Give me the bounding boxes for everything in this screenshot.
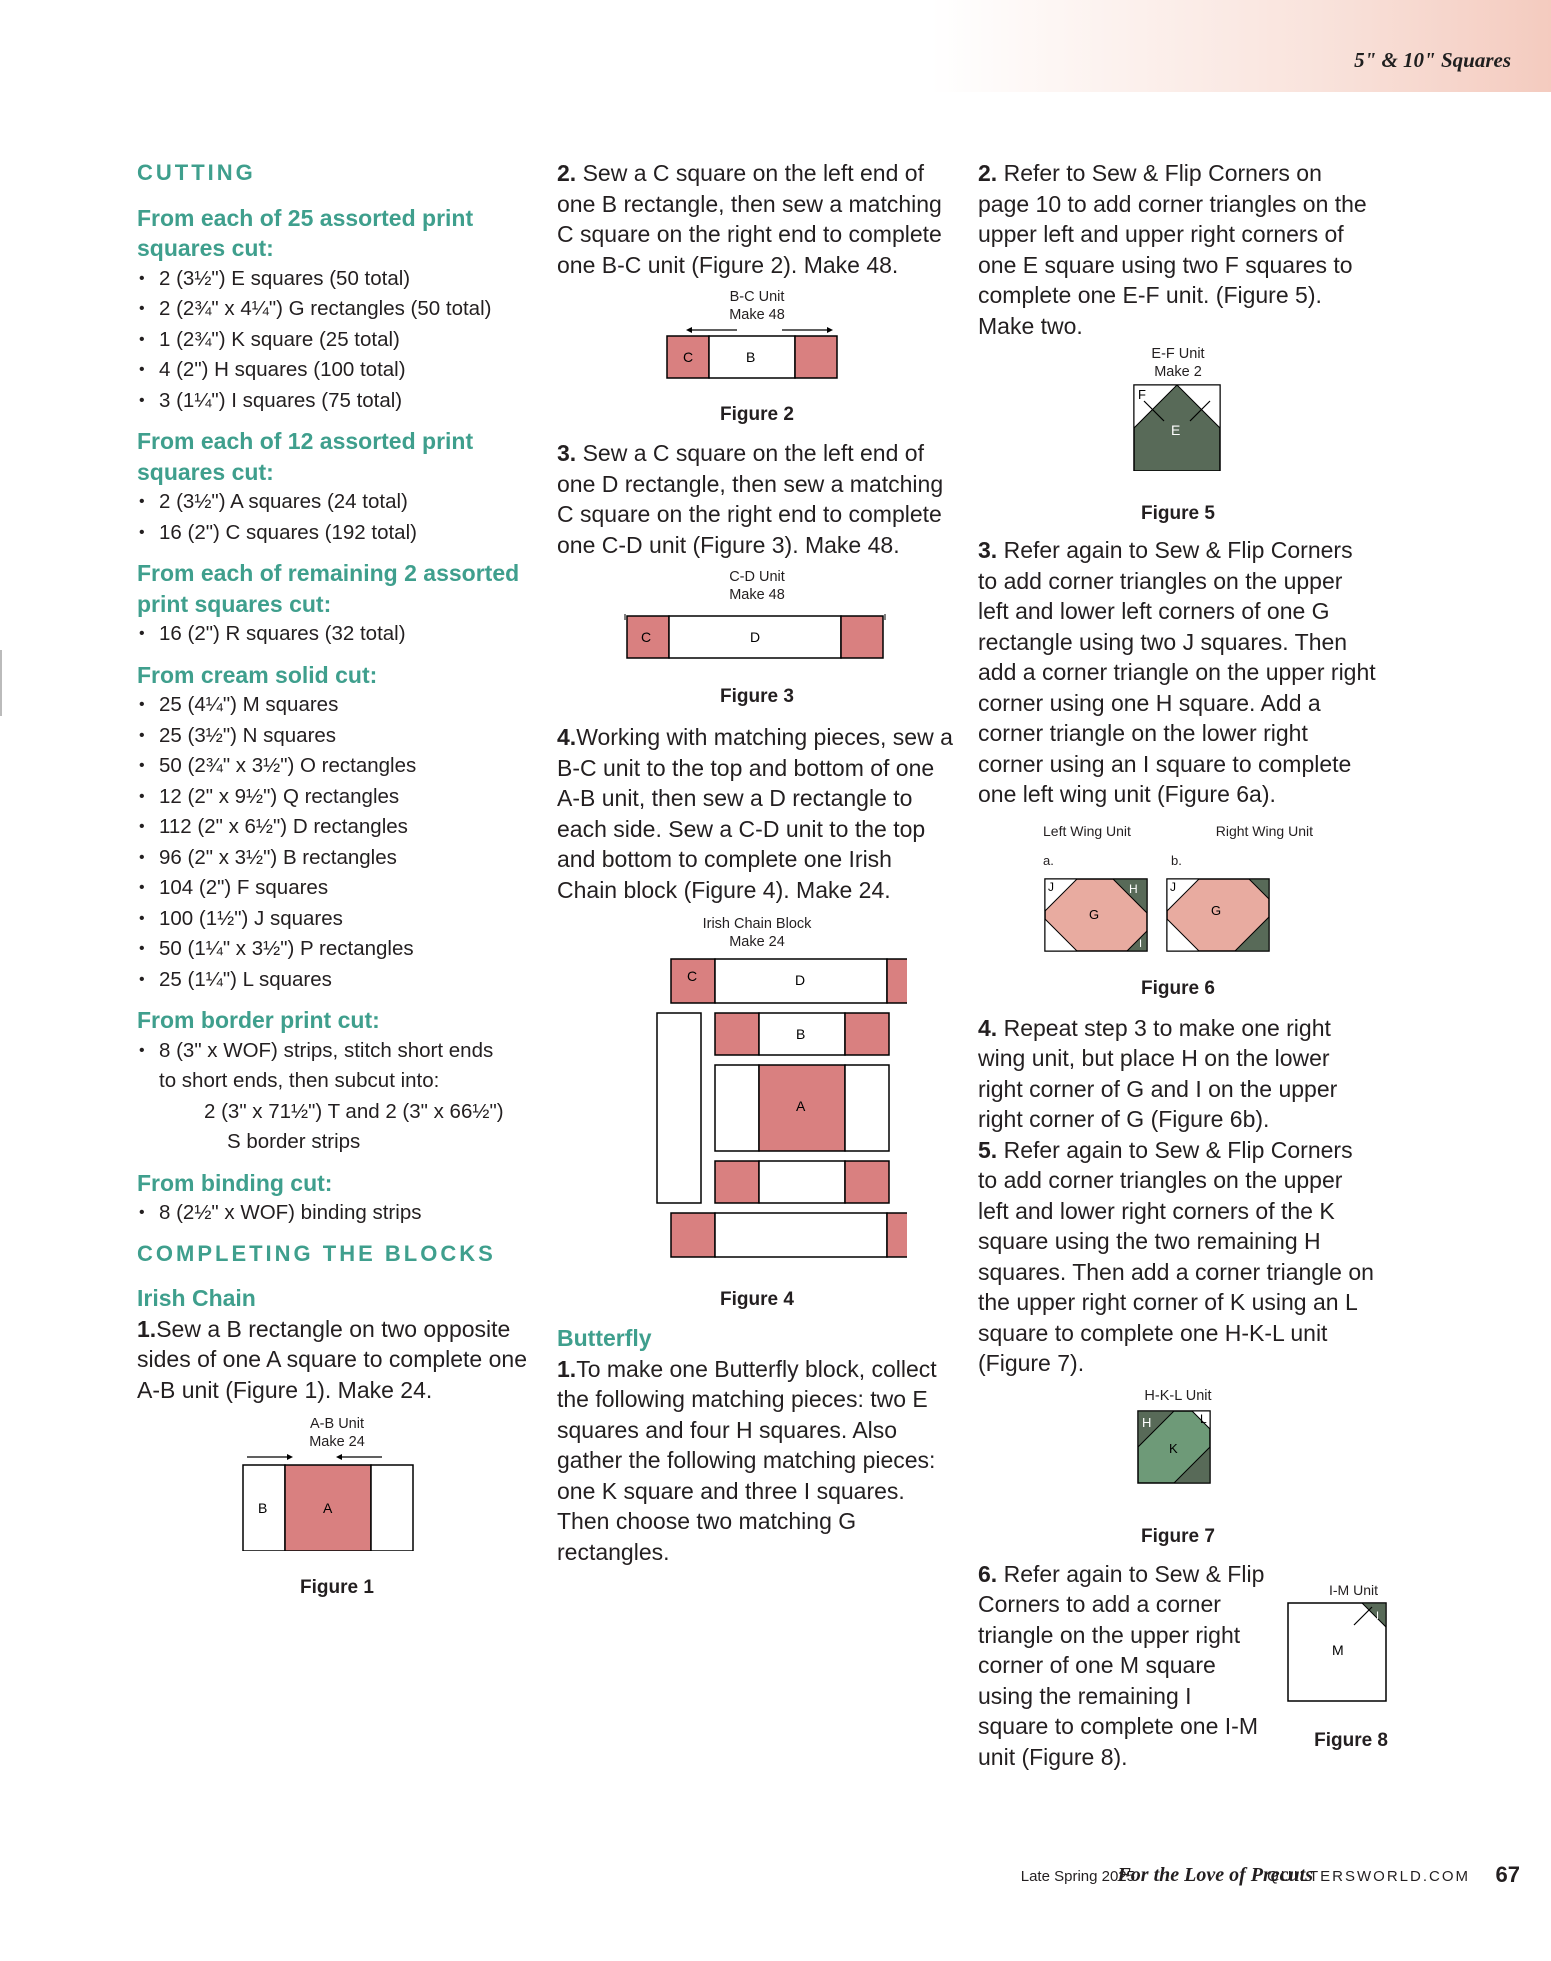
spacer: [903, 1013, 907, 1203]
butterfly-step-2: 2. Refer to Sew & Flip Corners on page 10 to add corner triangles on the upper left and upper right corners of one E square using two F squares to complete one E-F unit. (Figure 5). Make two.: [978, 160, 1367, 339]
piece-b: [845, 1065, 889, 1151]
figure-5-diagram: [1108, 381, 1248, 471]
list-item: • 104 (2") F squares: [137, 873, 537, 904]
figure-make-label: Make 48: [729, 587, 785, 603]
arrow-head: [287, 1454, 293, 1460]
cut-list: [137, 690, 537, 995]
piece-b-right: [371, 1465, 413, 1551]
label-f: F: [1138, 387, 1146, 402]
list-item: • 2 (2¾" x 4¼") G rectangles (50 total): [137, 294, 537, 325]
figure-make-label: Make 48: [729, 307, 785, 323]
label-h: H: [1129, 881, 1138, 896]
piece-c: [715, 1013, 759, 1055]
figure-unit-label: C-D Unit: [729, 569, 785, 585]
list-item: • 8 (2½" x WOF) binding strips: [137, 1198, 537, 1229]
cut-group-title: From border print cut:: [137, 1007, 380, 1033]
label-g: G: [1089, 906, 1100, 922]
list-item: • 16 (2") R squares (32 total): [137, 619, 537, 650]
page-number: 67: [1495, 1862, 1520, 1887]
list-item: • 25 (3½") N squares: [137, 721, 537, 752]
arrow-head: [336, 1454, 342, 1460]
figure-make-label: Make 24: [309, 1434, 365, 1450]
list-item-continuation: to short ends, then subcut into:: [159, 1069, 440, 1092]
piece-c: [845, 1013, 889, 1055]
label-c: C: [683, 349, 694, 365]
section-title: 5" & 10" Squares: [1354, 48, 1511, 72]
label-a: A: [796, 1098, 806, 1114]
list-item: • 8 (3" x WOF) strips, stitch short ends: [137, 1036, 537, 1067]
cut-list: [137, 487, 537, 548]
list-item: • 2 (3½") A squares (24 total): [137, 487, 537, 518]
label-a: a.: [1043, 853, 1054, 868]
left-wing-title: Left Wing Unit: [1043, 822, 1131, 839]
issue-label: Late Spring 2025: [1020, 1868, 1135, 1885]
list-item-continuation: 2 (3" x 71½") T and 2 (3" x 66½"): [204, 1099, 504, 1123]
piece-c: [671, 1213, 715, 1257]
list-item: • 50 (1¼" x 3½") P rectangles: [137, 934, 537, 965]
piece-c-right: [841, 616, 883, 658]
label-b: B: [258, 1500, 268, 1516]
figure-unit-label: H-K-L Unit: [1144, 1387, 1212, 1404]
column-1: [137, 158, 537, 1603]
footer: [800, 1862, 1520, 1892]
cutting-heading: CUTTING: [137, 160, 256, 185]
piece-d-left: [657, 1013, 701, 1203]
label-c: C: [641, 629, 652, 645]
figure-1: [237, 1415, 437, 1603]
figure-caption: Figure 4: [720, 1288, 794, 1310]
cut-group-title: From each of 25 assorted print squares cut:: [137, 204, 474, 261]
piece-c: [845, 1161, 889, 1203]
irish-chain-title: Irish Chain: [137, 1285, 256, 1311]
label-j: J: [1048, 879, 1054, 894]
figure-6: [1043, 816, 1313, 1005]
column-2: [557, 158, 957, 1567]
figure-caption: Figure 5: [1141, 502, 1215, 524]
figure-caption: Figure 3: [720, 685, 794, 707]
piece-c: [887, 1213, 907, 1257]
figure-unit-label: A-B Unit: [310, 1416, 364, 1432]
piece-d: [715, 1213, 887, 1257]
list-item: • 25 (1¼") L squares: [137, 965, 537, 996]
butterfly-title: Butterfly: [557, 1325, 652, 1351]
label-i: I: [1139, 937, 1143, 950]
cut-list: [137, 619, 537, 650]
label-b: B: [796, 1026, 806, 1042]
figure-8-diagram: [1268, 1599, 1388, 1709]
butterfly-step-1: 1.To make one Butterfly block, collect the following matching pieces: two E squares and four H squares. Also gather the following matching pieces: one K square and three I squares. Then choose two matching G rectangles.: [557, 1355, 937, 1565]
step-3: 3. Sew a C square on the left end of one D rectangle, then sew a matching C square on the right end to complete one C-D unit (Figure 3). Make 48.: [557, 440, 944, 558]
figure-2: [657, 288, 857, 430]
list-item: • 2 (3½") E squares (50 total): [137, 264, 537, 295]
cut-group-title: From cream solid cut:: [137, 661, 378, 688]
piece-c: [715, 1161, 759, 1203]
header-band: [0, 0, 1551, 92]
label-e: E: [1171, 422, 1181, 438]
figure-8: [1268, 1581, 1388, 1757]
step-1: 1.Sew a B rectangle on two opposite sides of one A square to complete one A-B unit (Figure 1). Make 24.: [137, 1315, 527, 1403]
figure-3-diagram: [617, 604, 897, 660]
figure-unit-label: E-F Unit: [1151, 346, 1205, 362]
arrow-head: [686, 327, 692, 333]
page-edge-mark: [0, 650, 2, 716]
butterfly-step-5: 5. Refer again to Sew & Flip Corners to add corner triangles on the upper left and lower right corners of the K square using the two remaining H squares. Then add a corner triangle on the upper right corner of K using an L square to complete one H-K-L unit (Figure 7).: [978, 1136, 1374, 1376]
cut-group-title: From each of remaining 2 assorted print squares cut:: [137, 560, 520, 617]
figure-unit-label: B-C Unit: [729, 289, 785, 305]
butterfly-step-3: 3. Refer again to Sew & Flip Corners to add corner triangles on the upper left and lower left corners of one G rectangle using two J squares. Then add a corner triangle on the upper right corner using one H square. Add a corner triangle on the lower right corner using an I square to complete one left wing unit (Figure 6a).: [978, 537, 1376, 807]
figure-caption: Figure 2: [720, 403, 794, 425]
label-l: L: [1200, 1411, 1207, 1426]
figure-2-diagram: [657, 324, 857, 380]
list-item: • 112 (2" x 6½") D rectangles: [137, 812, 537, 843]
website-link[interactable]: QUILTERSWORLD.COM: [1267, 1868, 1470, 1885]
list-item: • 1 (2¾") K square (25 total): [137, 325, 537, 356]
figure-3: [617, 568, 897, 712]
piece-b: [715, 1065, 759, 1151]
list-item: • 4 (2") H squares (100 total): [137, 355, 537, 386]
arrow-head: [827, 327, 833, 333]
cut-group-title: From binding cut:: [137, 1169, 333, 1196]
right-wing-title: Right Wing Unit: [1215, 822, 1313, 839]
label-c: C: [687, 968, 698, 984]
label-a: A: [323, 1500, 333, 1516]
magazine-title: For the Love of Precuts: [1117, 1864, 1313, 1886]
figure-6-diagram: [1043, 877, 1313, 953]
step-4: 4.Working with matching pieces, sew a B-C unit to the top and bottom of one A-B unit, then sew a D rectangle to each side. Sew a C-D unit to the top and bottom to complete one Irish Chain block (Figure 4). Make 24.: [557, 724, 953, 903]
cut-list: [137, 1036, 537, 1067]
figure-5: [1108, 345, 1248, 529]
label-g: G: [1211, 902, 1222, 918]
butterfly-step-6: 6. Refer again to Sew & Flip Corners to add a corner triangle on the upper right corner of one M square using the remaining I square to complete one I-M unit (Figure 8).: [978, 1560, 1265, 1770]
piece-c-right: [795, 336, 837, 378]
list-item: • 25 (4¼") M squares: [137, 690, 537, 721]
figure-4: [607, 915, 907, 1315]
list-item: • 50 (2¾" x 3½") O rectangles: [137, 751, 537, 782]
figure-1-diagram: [237, 1451, 437, 1551]
label-h: H: [1142, 1414, 1152, 1430]
figure-caption: Figure 8: [1314, 1730, 1388, 1751]
cut-list: [137, 1198, 537, 1229]
figure-make-label: Make 24: [729, 934, 785, 950]
figure-make-label: Make 2: [1154, 364, 1202, 380]
completing-heading: COMPLETING THE BLOCKS: [137, 1240, 496, 1266]
butterfly-step-4: 4. Repeat step 3 to make one right wing unit, but place H on the lower right corner of G and I on the upper right corner of G (Figure 6b).: [978, 1014, 1338, 1132]
figure-unit-label: Irish Chain Block: [702, 916, 812, 932]
list-item: • 12 (2" x 9½") Q rectangles: [137, 782, 537, 813]
figure-caption: Figure 7: [1141, 1526, 1215, 1547]
figure-caption: Figure 6: [1141, 978, 1215, 999]
cut-list: [137, 264, 537, 417]
list-item-continuation: S border strips: [227, 1130, 361, 1153]
list-item: • 3 (1¼") I squares (75 total): [137, 386, 537, 417]
figure-7-diagram: [1108, 1405, 1248, 1487]
piece-c: [887, 959, 907, 1003]
step-6-block: [978, 1559, 1388, 1773]
label-k: K: [1169, 1440, 1178, 1456]
figure-4-diagram: [607, 951, 907, 1271]
label-b: b.: [1171, 853, 1182, 868]
piece-b: [759, 1161, 845, 1203]
list-item: • 16 (2") C squares (192 total): [137, 518, 537, 549]
cut-group-title: From each of 12 assorted print squares cut:: [137, 428, 474, 485]
figure-7: [1108, 1387, 1248, 1553]
label-j: J: [1170, 879, 1176, 894]
column-3: [978, 158, 1388, 1772]
label-m: M: [1332, 1641, 1344, 1658]
step-2: 2. Sew a C square on the left end of one B rectangle, then sew a matching C square on the right end to complete one B-C unit (Figure 2). Make 48.: [557, 160, 942, 278]
label-d: D: [795, 972, 806, 988]
figure-unit-label: I-M Unit: [1329, 1581, 1378, 1598]
list-item: • 96 (2" x 3½") B rectangles: [137, 843, 537, 874]
label-b: B: [746, 349, 756, 365]
list-item: • 100 (1½") J squares: [137, 904, 537, 935]
figure-caption: Figure 1: [300, 1576, 374, 1598]
label-i: I: [1376, 1609, 1380, 1622]
label-d: D: [750, 629, 761, 645]
